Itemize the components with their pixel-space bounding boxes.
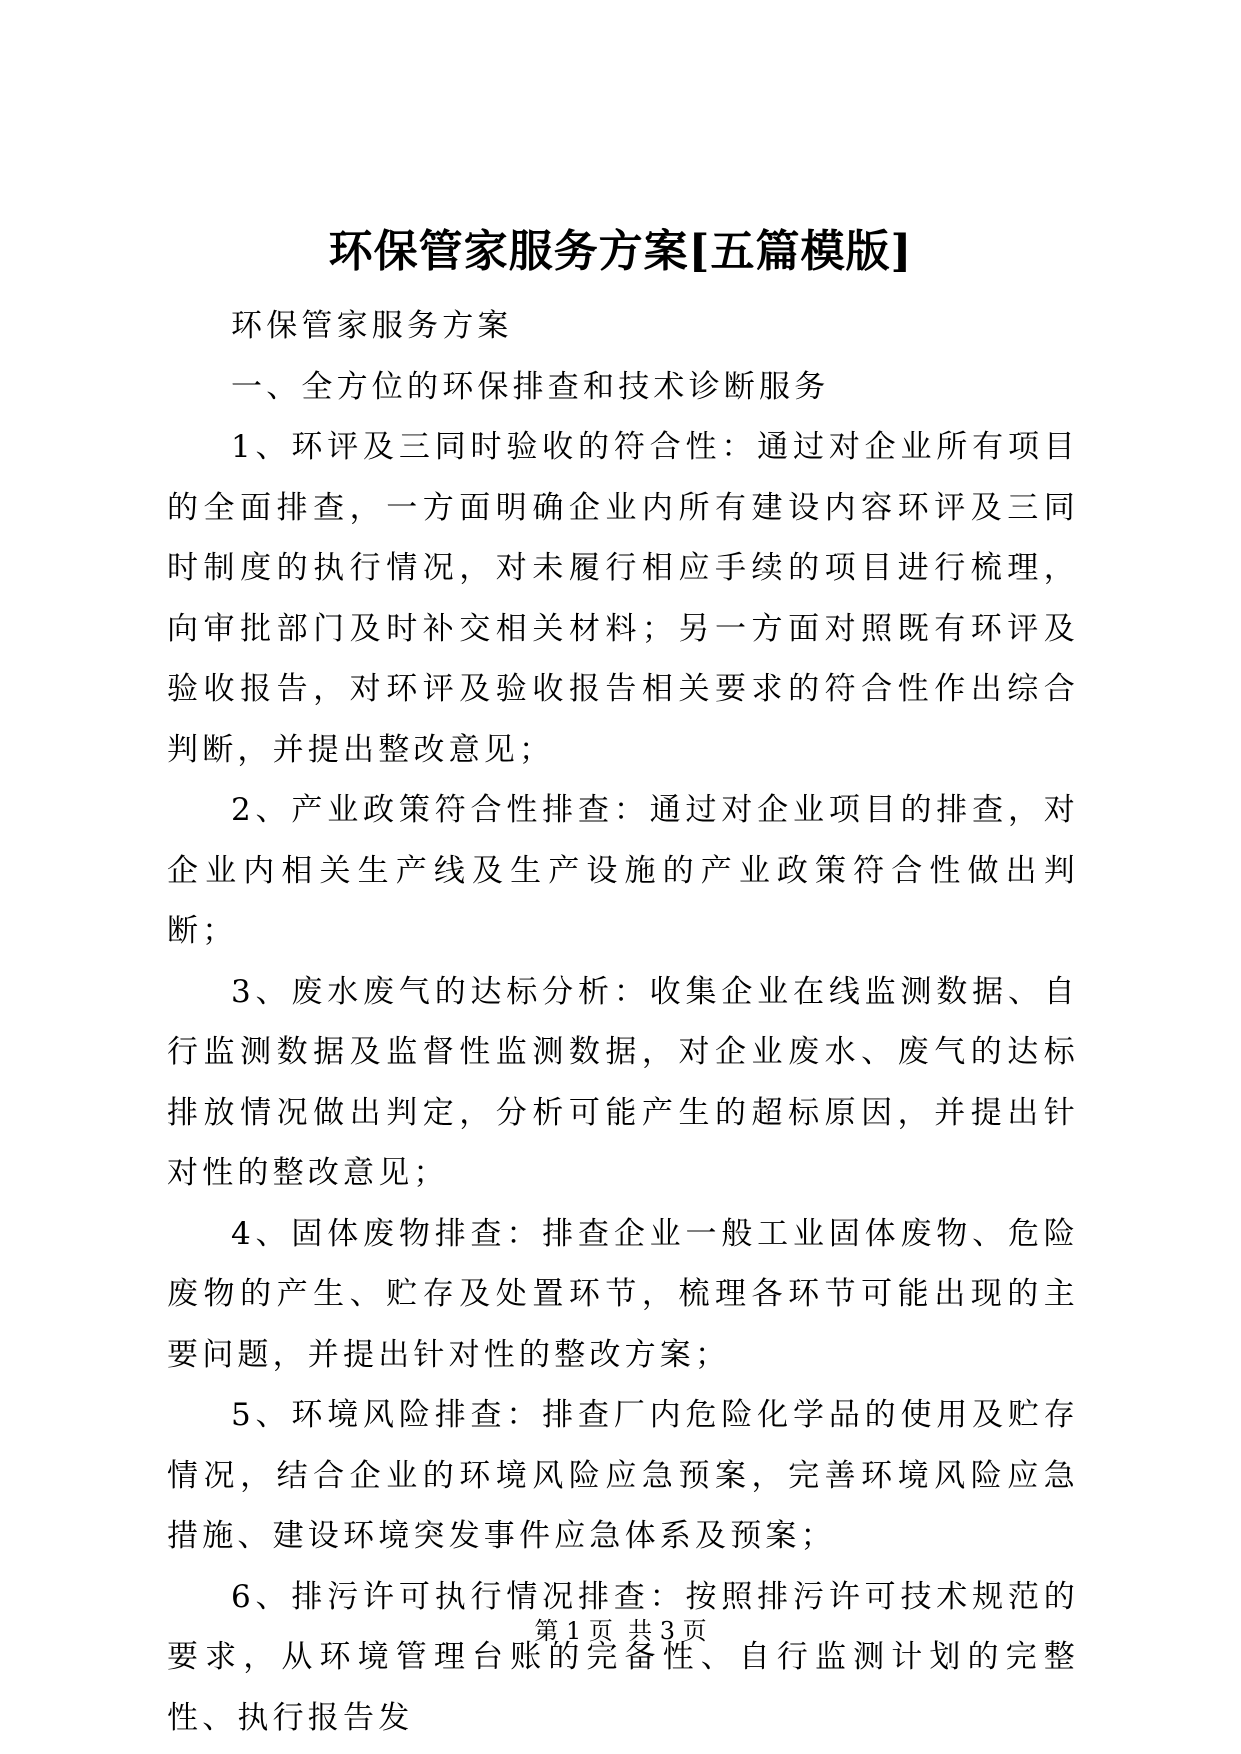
paragraph-item-4: 4、固体废物排查：排查企业一般工业固体废物、危险废物的产生、贮存及处置环节，梳理各环节可能出现的主要问题，并提出针对性的整改方案； [167, 1215, 1079, 1373]
page-footer [0, 1616, 1241, 1646]
paragraph-section-heading: 一、全方位的环保排查和技术诊断服务 [231, 368, 830, 405]
document-title: 环保管家服务方案[五篇模版] [328, 226, 913, 277]
paragraph-item-3: 3、废水废气的达标分析：收集企业在线监测数据、自行监测数据及监督性监测数据，对企业废水、废气的达标排放情况做出判定，分析可能产生的超标原因，并提出针对性的整改意见； [167, 973, 1079, 1191]
document-body [167, 296, 1079, 1748]
paragraph-item-5: 5、环境风险排查：排查厂内危险化学品的使用及贮存情况，结合企业的环境风险应急预案，完善环境风险应急措施、建设环境突发事件应急体系及预案； [167, 1397, 1079, 1554]
paragraph-item-2: 2、产业政策符合性排查：通过对企业项目的排查，对企业内相关生产线及生产设施的产业政策符合性做出判断； [167, 792, 1079, 949]
page-number-label: 第 1 页 共 3 页 [534, 1617, 707, 1645]
paragraph-subtitle: 环保管家服务方案 [231, 308, 513, 344]
paragraph-item-1: 1、环评及三同时验收的符合性：通过对企业所有项目的全面排查，一方面明确企业内所有建设内容环评及三同时制度的执行情况，对未履行相应手续的项目进行梳理，向审批部门及时补交相关材料；另一方面对照既有环评及验收报告，对环评及验收报告相关要求的符合性作出综合判断，并提出整改意见； [167, 429, 1079, 768]
paragraph-item-6: 6、排污许可执行情况排查：按照排污许可技术规范的要求，从环境管理台账的完备性、自行监测计划的完整性、执行报告发 [167, 1578, 1079, 1736]
